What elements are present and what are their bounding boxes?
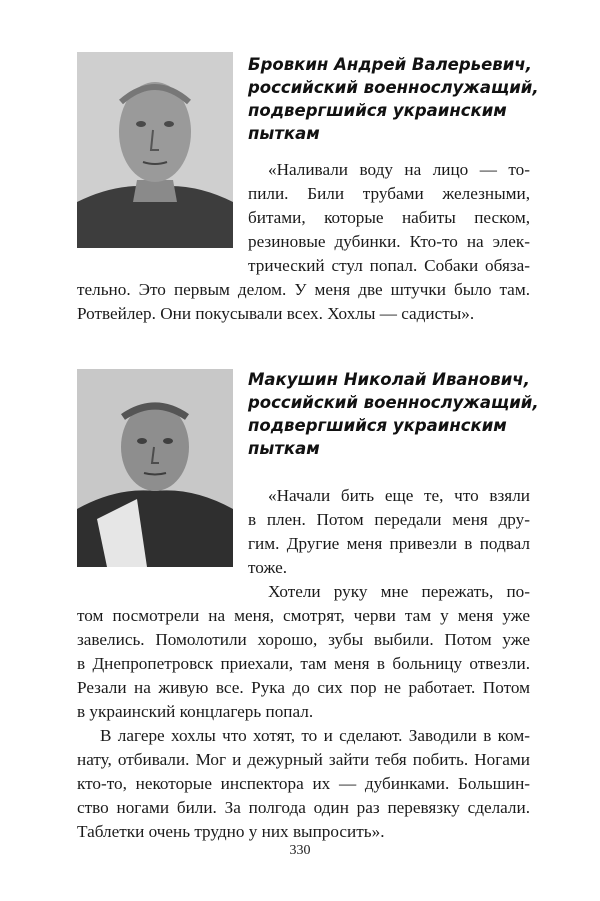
heading-line: Макушин Николай Иванович, — [248, 370, 530, 389]
text-line: кто-то, некоторые инспектора их — дубинками. Большин- — [77, 774, 530, 793]
text-line: «Начали бить еще те, что взяли — [268, 486, 530, 505]
heading-line: российский военнослужащий, — [248, 393, 539, 412]
heading-line: подвергшийся украинским — [248, 101, 507, 120]
heading-line: пыткам — [248, 124, 320, 143]
text-line: в плен. Потом передали меня дру- — [248, 510, 530, 529]
text-line: тельно. Это первым делом. У меня две штучки было там. — [77, 280, 530, 299]
text-line: трический стул попал. Собаки обяза- — [248, 256, 530, 275]
text-line: Таблетки очень трудно у них выпросить». — [77, 822, 385, 841]
portrait-photo-makushin — [77, 369, 233, 567]
text-line: резиновые дубинки. Кто-то на элек- — [248, 232, 530, 251]
heading-line: пыткам — [248, 439, 320, 458]
portrait-photo-brovkin — [77, 52, 233, 248]
text-line: Ротвейлер. Они покусывали всех. Хохлы — садисты». — [77, 304, 475, 323]
text-line: в украинский концлагерь попал. — [77, 702, 314, 721]
heading-line: российский военнослужащий, — [248, 78, 539, 97]
portrait-silhouette-icon — [77, 52, 233, 248]
portrait-silhouette-icon — [77, 369, 233, 567]
person-heading-makushin — [248, 368, 548, 460]
person-heading-brovkin — [248, 53, 548, 145]
page-number: 330 — [289, 843, 311, 858]
heading-line: Бровкин Андрей Валерьевич, — [248, 55, 532, 74]
text-line: Хотели руку мне пережать, по- — [268, 582, 530, 601]
text-line: тоже. — [248, 558, 288, 577]
text-line: ство ногами били. За полгода один раз перевязку сделали. — [77, 798, 530, 817]
text-line: пили. Били трубами железными, — [248, 184, 530, 203]
text-line: том посмотрели на меня, смотрят, черви там у меня уже — [77, 606, 530, 625]
text-line: завелись. Помолотили хорошо, зубы выбили. Потом уже — [77, 630, 530, 649]
heading-line: подвергшийся украинским — [248, 416, 507, 435]
text-line: В лагере хохлы что хотят, то и сделают. Заводили в ком- — [100, 726, 530, 745]
text-line: Резали на живую все. Рука до сих пор не работает. Потом — [77, 678, 530, 697]
text-line: в Днепропетровск приехали, там меня в больницу отвезли. — [77, 654, 530, 673]
text-line: битами, которые набиты песком, — [248, 208, 530, 227]
text-line: нату, отбивали. Мог и дежурный зайти тебя побить. Ногами — [77, 750, 530, 769]
text-line: «Наливали воду на лицо — то- — [268, 160, 530, 179]
text-line: гим. Другие меня привезли в подвал — [248, 534, 530, 553]
